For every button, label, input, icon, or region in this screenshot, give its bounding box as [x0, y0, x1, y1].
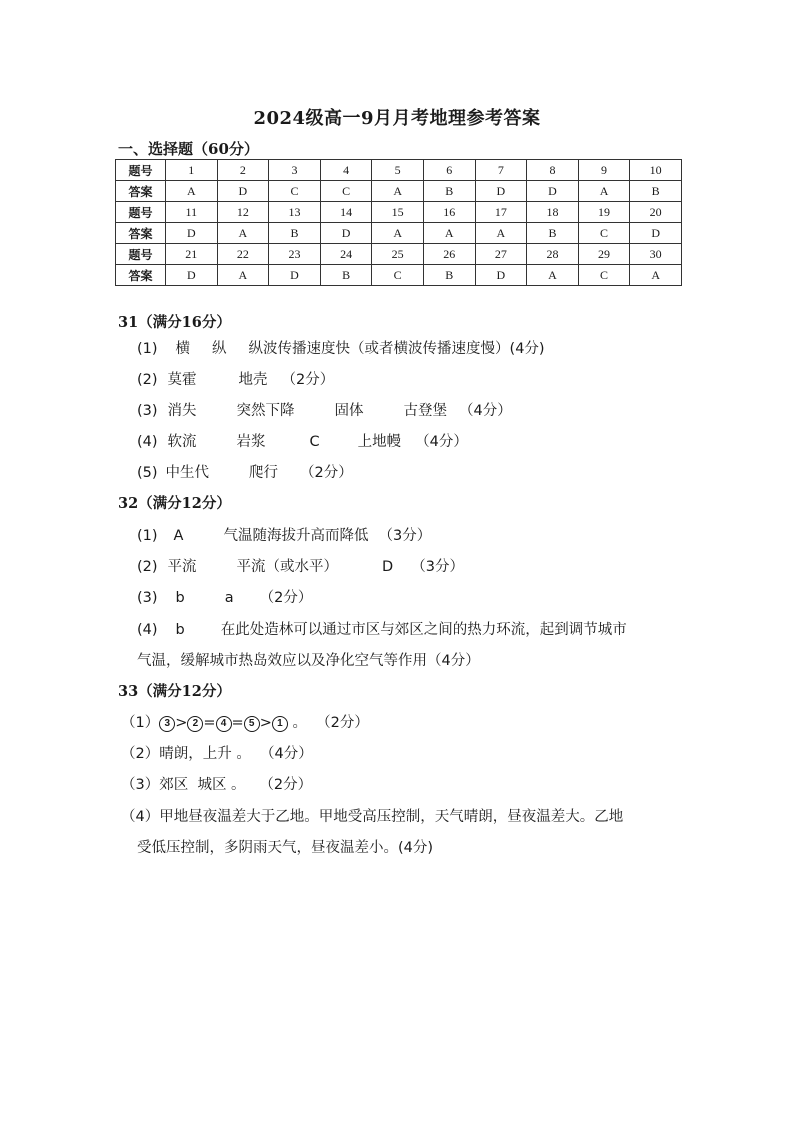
circled-number: 3 — [159, 716, 175, 732]
answer-cell: D — [217, 181, 269, 202]
question-number-cell: 27 — [475, 244, 527, 265]
question-number-cell: 7 — [475, 160, 527, 181]
answer-cell: D — [269, 265, 321, 286]
answer-cell: B — [423, 181, 475, 202]
q31-heading: 31（满分16分） — [118, 314, 231, 331]
answer-cell: C — [372, 265, 424, 286]
q33-line-4: （4）甲地昼夜温差大于乙地。甲地受高压控制，天气晴朗，昼夜温差大。乙地 — [121, 809, 624, 825]
circled-number: 2 — [187, 716, 203, 732]
q31-line-5: (5) 中生代 爬行 （2分） — [137, 465, 353, 481]
answer-cell: B — [423, 265, 475, 286]
answer-row — [116, 265, 682, 286]
answer-cell: A — [527, 265, 579, 286]
question-number-row — [116, 160, 682, 181]
circled-number: 1 — [272, 716, 288, 732]
question-number-cell: 17 — [475, 202, 527, 223]
answer-cell: D — [475, 265, 527, 286]
q32-line-4-cont: 气温，缓解城市热岛效应以及净化空气等作用（4分） — [137, 653, 480, 669]
answer-table — [115, 159, 682, 286]
answer-cell: B — [527, 223, 579, 244]
question-number-cell: 24 — [320, 244, 372, 265]
answer-row — [116, 223, 682, 244]
question-number-cell: 14 — [320, 202, 372, 223]
question-number-cell: 6 — [423, 160, 475, 181]
question-number-cell: 12 — [217, 202, 269, 223]
question-number-cell: 2 — [217, 160, 269, 181]
question-number-cell: 25 — [372, 244, 424, 265]
answer-cell: A — [630, 265, 682, 286]
question-number-cell: 16 — [423, 202, 475, 223]
circled-number: 5 — [244, 716, 260, 732]
row-label-answer: 答案 — [116, 223, 166, 244]
question-number-cell: 30 — [630, 244, 682, 265]
answer-cell: A — [372, 181, 424, 202]
answer-cell: D — [475, 181, 527, 202]
page-title: 2024级高一9月月考地理参考答案 — [253, 108, 541, 129]
question-number-cell: 29 — [578, 244, 630, 265]
answer-cell: C — [320, 181, 372, 202]
q33-heading: 33（满分12分） — [118, 683, 231, 700]
question-number-cell: 21 — [166, 244, 218, 265]
question-number-cell: 11 — [166, 202, 218, 223]
question-number-cell: 23 — [269, 244, 321, 265]
answer-cell: D — [630, 223, 682, 244]
question-number-cell: 10 — [630, 160, 682, 181]
question-number-row — [116, 202, 682, 223]
question-number-cell: 20 — [630, 202, 682, 223]
row-label-question: 题号 — [116, 202, 166, 223]
question-number-cell: 28 — [527, 244, 579, 265]
answer-cell: D — [166, 223, 218, 244]
answer-cell: A — [217, 223, 269, 244]
answer-cell: D — [166, 265, 218, 286]
question-number-row — [116, 244, 682, 265]
question-number-cell: 22 — [217, 244, 269, 265]
q32-line-2: (2) 平流 平流（或水平） D （3分） — [137, 559, 464, 575]
question-number-cell: 3 — [269, 160, 321, 181]
question-number-cell: 1 — [166, 160, 218, 181]
q32-line-4: (4) b 在此处造林可以通过市区与郊区之间的热力环流，起到调节城市 — [137, 622, 627, 638]
row-label-question: 题号 — [116, 160, 166, 181]
q32-line-1: (1) A 气温随海拔升高而降低 （3分） — [137, 528, 432, 544]
answer-cell: B — [320, 265, 372, 286]
answer-cell: A — [166, 181, 218, 202]
q31-line-1: (1) 横 纵 纵波传播速度快（或者横波传播速度慢）(4分) — [137, 341, 545, 357]
question-number-cell: 9 — [578, 160, 630, 181]
q33-line-3: （3）郊区 城区 。 （2分） — [121, 777, 313, 793]
q31-line-2: (2) 莫霍 地壳 （2分） — [137, 372, 335, 388]
question-number-cell: 26 — [423, 244, 475, 265]
answer-cell: A — [475, 223, 527, 244]
answer-cell: C — [578, 265, 630, 286]
answer-cell: C — [578, 223, 630, 244]
question-number-cell: 15 — [372, 202, 424, 223]
row-label-question: 题号 — [116, 244, 166, 265]
question-number-cell: 18 — [527, 202, 579, 223]
answer-cell: A — [217, 265, 269, 286]
q33-line-4-cont: 受低压控制，多阴雨天气，昼夜温差小。(4分) — [137, 840, 434, 856]
answer-cell: B — [630, 181, 682, 202]
question-number-cell: 19 — [578, 202, 630, 223]
answer-cell: A — [372, 223, 424, 244]
q32-heading: 32（满分12分） — [118, 495, 231, 512]
q31-line-3: (3) 消失 突然下降 固体 古登堡 （4分） — [137, 403, 512, 419]
q31-line-4: (4) 软流 岩浆 C 上地幔 （4分） — [137, 434, 468, 450]
answer-cell: D — [527, 181, 579, 202]
question-number-cell: 8 — [527, 160, 579, 181]
question-number-cell: 5 — [372, 160, 424, 181]
q32-line-3: (3) b a （2分） — [137, 590, 313, 606]
answer-cell: A — [423, 223, 475, 244]
circled-number: 4 — [216, 716, 232, 732]
section-choice-heading: 一、选择题（60分） — [118, 140, 259, 158]
row-label-answer: 答案 — [116, 181, 166, 202]
answer-row — [116, 181, 682, 202]
question-number-cell: 4 — [320, 160, 372, 181]
answer-cell: B — [269, 223, 321, 244]
q33-line-1: （1） 3 > 2 = 4 = 5 > 1 。 （2分） — [121, 715, 369, 731]
answer-cell: A — [578, 181, 630, 202]
row-label-answer: 答案 — [116, 265, 166, 286]
answer-cell: D — [320, 223, 372, 244]
q33-line-2: （2）晴朗，上升 。 （4分） — [121, 746, 313, 762]
answer-cell: C — [269, 181, 321, 202]
question-number-cell: 13 — [269, 202, 321, 223]
